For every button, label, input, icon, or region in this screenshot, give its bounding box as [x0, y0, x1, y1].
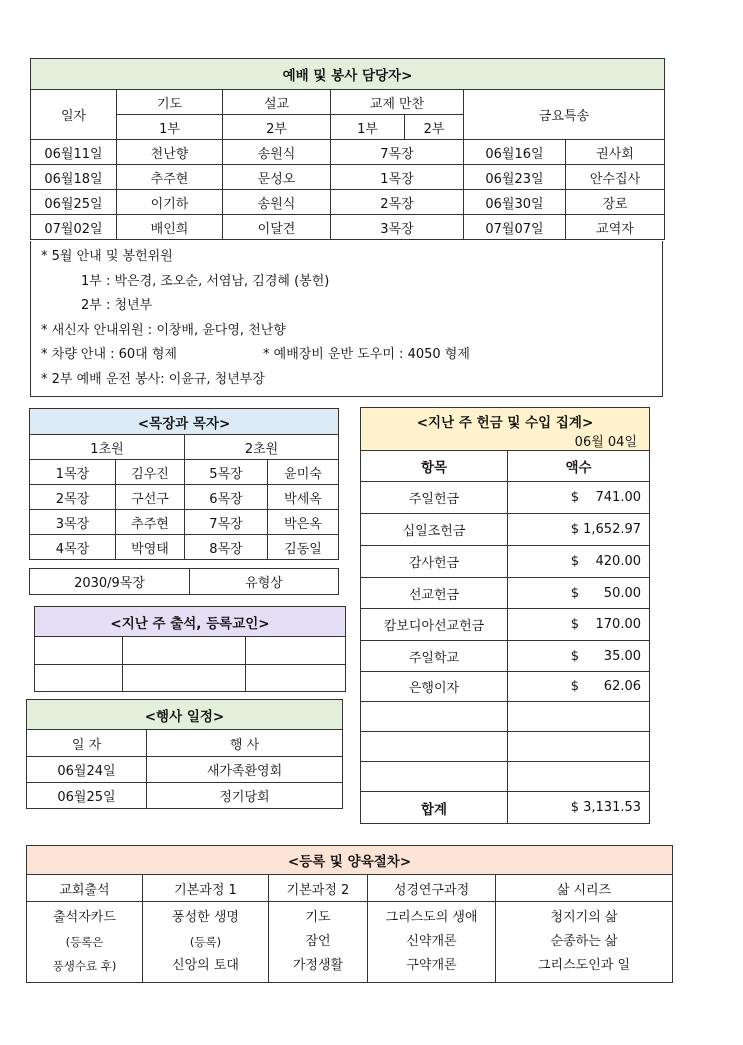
table-row: [30, 485, 339, 510]
cell-name: 8목장: [185, 535, 268, 560]
training-line: 풍생수료 후): [52, 959, 117, 973]
offering-amount: $ 1,652.97: [508, 514, 650, 546]
offering-amount: $ 62.06: [508, 672, 650, 702]
cell-friday-name: 교역자: [566, 215, 665, 240]
leader-name: 김우진: [116, 460, 185, 485]
cell-groups-table: [29, 408, 339, 560]
training-line: 풍성한 생명: [172, 910, 239, 925]
training-cell: [496, 902, 673, 983]
cell-name: 6목장: [185, 485, 268, 510]
cell-meal: 2목장: [331, 190, 464, 215]
cell-sermon: 문성오: [223, 165, 331, 190]
training-table: [26, 845, 673, 983]
attendance-title: <지난 주 출석, 등록교인>: [35, 607, 346, 637]
events-table: [26, 699, 343, 809]
table-row: [31, 215, 665, 240]
table-row: [361, 641, 650, 672]
offering-date: 06월 04일: [574, 435, 638, 450]
events-col-event: 행 사: [147, 730, 343, 757]
table-row: [361, 514, 650, 546]
cell-name: 7목장: [185, 510, 268, 535]
offering-amount: $ 741.00: [508, 482, 650, 514]
offering-item: 주일헌금: [361, 482, 508, 514]
leader-name: 박세옥: [268, 485, 339, 510]
training-line: 신약개론: [406, 934, 457, 949]
leader-name: 김동일: [268, 535, 339, 560]
training-line: 그리스도인과 일: [537, 958, 631, 973]
table-row: [31, 140, 665, 165]
cell-sermon: 이달견: [223, 215, 331, 240]
training-line: (등록은: [65, 935, 104, 949]
cell-friday-date: 07월07일: [464, 215, 566, 240]
total-row: [361, 792, 650, 824]
table-row: [30, 510, 339, 535]
worship-col-friday: 금요특송: [464, 90, 665, 140]
cell-date: 06월25일: [31, 190, 117, 215]
note-equipment: * 예배장비 운반 도우미 : 4050 형제: [263, 347, 470, 362]
cell-friday-name: 권사회: [566, 140, 665, 165]
attendance-table: [34, 606, 346, 692]
table-row: [30, 460, 339, 485]
cell-prayer: 이기하: [117, 190, 223, 215]
training-cell: [143, 902, 269, 983]
offering-total-amount: $ 3,131.53: [508, 792, 650, 824]
cell-sermon: 송원식: [223, 190, 331, 215]
table-row: [361, 732, 650, 762]
cell-friday-date: 06월30일: [464, 190, 566, 215]
training-line: 잠언: [305, 934, 331, 949]
cell-prayer: 배인희: [117, 215, 223, 240]
training-cell: [27, 902, 143, 983]
worship-table: [30, 58, 665, 240]
table-row: [27, 783, 343, 809]
cell-name: 2030/9목장: [30, 569, 190, 595]
cell-date: 06월18일: [31, 165, 117, 190]
offering-amount: $ 170.00: [508, 609, 650, 641]
note-line: [41, 343, 652, 368]
cell-meal: 7목장: [331, 140, 464, 165]
offering-col-amount: 액수: [508, 451, 650, 482]
training-line: 기도: [305, 910, 331, 925]
leader-name: 박영태: [116, 535, 185, 560]
cell-friday-date: 06월23일: [464, 165, 566, 190]
table-row: [361, 609, 650, 641]
table-row: [361, 702, 650, 732]
worship-col-meal: 교제 만찬: [331, 90, 464, 115]
table-row: [35, 637, 346, 665]
cell-name: 2목장: [30, 485, 116, 510]
leader-name: 추주현: [116, 510, 185, 535]
leader-name: 윤미숙: [268, 460, 339, 485]
training-col: 교회출석: [27, 875, 143, 902]
offering-title: <지난 주 헌금 및 수입 집계>: [416, 415, 594, 431]
cell-name: 4목장: [30, 535, 116, 560]
offering-header: [361, 408, 650, 451]
training-col: 삶 시리즈: [496, 875, 673, 902]
event-date: 06월25일: [27, 783, 147, 809]
offering-amount: $ 420.00: [508, 546, 650, 578]
training-col: 기본과정 1: [143, 875, 269, 902]
cell-date: 06월11일: [31, 140, 117, 165]
table-row: [361, 672, 650, 702]
training-cell: [368, 902, 496, 983]
cell-name: 3목장: [30, 510, 116, 535]
worship-col-sermon: 설교: [223, 90, 331, 115]
event-date: 06월24일: [27, 757, 147, 783]
cell-meal: 3목장: [331, 215, 464, 240]
offering-item: 선교헌금: [361, 578, 508, 609]
event-name: 정기당회: [147, 783, 343, 809]
offering-item: 감사헌금: [361, 546, 508, 578]
cell-friday-name: 장로: [566, 190, 665, 215]
young-adult-cell-table: [29, 568, 339, 595]
training-line: 신앙의 토대: [172, 958, 239, 973]
group-1-header: 1초원: [30, 435, 185, 460]
group-2-header: 2초원: [185, 435, 339, 460]
note-line: 2부 : 청년부: [81, 298, 153, 313]
table-row: [27, 757, 343, 783]
training-col: 기본과정 2: [269, 875, 368, 902]
worship-title: 예배 및 봉사 담당자>: [31, 59, 665, 90]
training-line: 출석자카드: [53, 910, 116, 925]
worship-sub: 2부: [405, 115, 464, 140]
table-row: [361, 762, 650, 792]
leader-name: 구선구: [116, 485, 185, 510]
cell-date: 07월02일: [31, 215, 117, 240]
table-row: [31, 190, 665, 215]
note-line: 1부 : 박은경, 조오순, 서염남, 김경혜 (봉헌): [81, 273, 330, 289]
leader-name: 유형상: [190, 569, 339, 595]
worship-sub: 1부: [117, 115, 223, 140]
cell-sermon: 송원식: [223, 140, 331, 165]
cell-meal: 1목장: [331, 165, 464, 190]
training-col: 성경연구과정: [368, 875, 496, 902]
event-name: 새가족환영회: [147, 757, 343, 783]
table-row: [361, 578, 650, 609]
note-line: * 2부 예배 운전 봉사: 이윤규, 청년부장: [41, 371, 265, 387]
training-line: 순종하는 삶: [550, 934, 618, 949]
training-line: 가정생활: [292, 958, 344, 973]
events-col-date: 일 자: [27, 730, 147, 757]
cell-friday-date: 06월16일: [464, 140, 566, 165]
events-title: <행사 일정>: [27, 700, 343, 730]
training-cell: [269, 902, 368, 983]
note-car: * 차량 안내 : 60대 형제: [41, 347, 177, 362]
cell-friday-name: 안수집사: [566, 165, 665, 190]
table-row: [361, 482, 650, 514]
table-row: [35, 665, 346, 692]
table-row: [361, 546, 650, 578]
cell-name: 1목장: [30, 460, 116, 485]
note-line: * 새신자 안내위원 : 이창배, 윤다영, 천난향: [41, 322, 286, 338]
table-row: [31, 165, 665, 190]
cell-name: 5목장: [185, 460, 268, 485]
offering-item: 캄보디아선교헌금: [361, 609, 508, 641]
worship-sub: 2부: [223, 115, 331, 140]
offering-amount: $ 50.00: [508, 578, 650, 609]
training-line: 구약개론: [406, 958, 457, 973]
offering-item: 주일학교: [361, 641, 508, 672]
cell-prayer: 천난향: [117, 140, 223, 165]
cell-prayer: 추주현: [117, 165, 223, 190]
offering-total-label: 합계: [361, 792, 508, 824]
training-title: <등록 및 양육절차>: [27, 846, 673, 875]
worship-sub: 1부: [331, 115, 405, 140]
offering-amount: $ 35.00: [508, 641, 650, 672]
leader-name: 박은옥: [268, 510, 339, 535]
training-line: (등록): [189, 935, 222, 949]
worship-col-prayer: 기도: [117, 90, 223, 115]
offering-table: [360, 407, 650, 824]
training-line: 그리스도의 생애: [385, 910, 478, 925]
cell-groups-title: <목장과 목자>: [30, 409, 339, 435]
worship-notes: [30, 241, 663, 397]
table-row: [30, 535, 339, 560]
offering-col-item: 항목: [361, 451, 508, 482]
worship-col-date: 일자: [31, 90, 117, 140]
offering-item: 십일조헌금: [361, 514, 508, 546]
note-line: * 5월 안내 및 봉헌위원: [41, 249, 173, 264]
training-line: 청지기의 삶: [550, 910, 618, 925]
offering-item: 은행이자: [361, 672, 508, 702]
